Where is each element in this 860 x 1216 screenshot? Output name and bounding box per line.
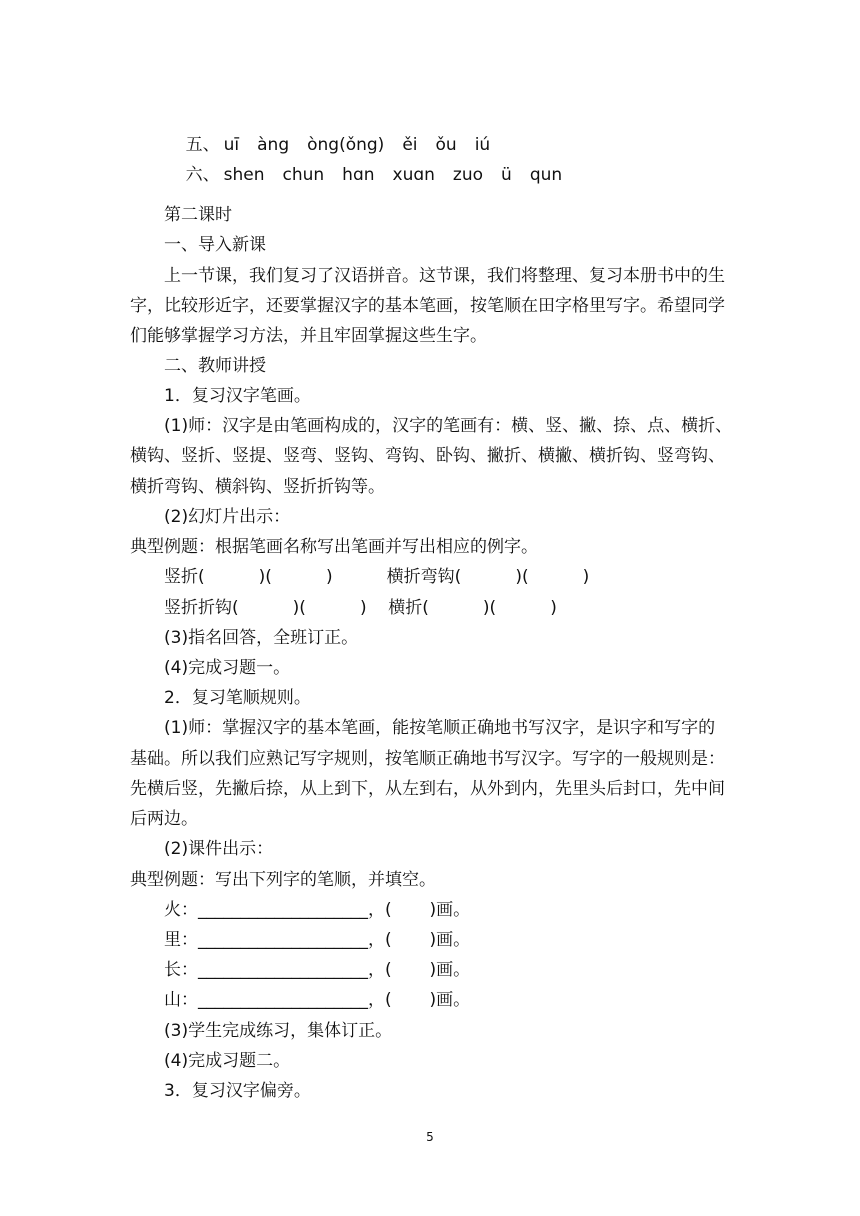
paragraph-line: 横钩、竖折、竖提、竖弯、竖钩、弯钩、卧钩、撇折、横撇、横折钩、竖弯钩、: [130, 446, 725, 466]
exercise-line: 竖折折钩( )( ) 横折( )( ): [164, 598, 557, 618]
paragraph-line: 典型例题：写出下列字的笔顺，并填空。: [130, 870, 436, 890]
section-heading: 一、导入新课: [164, 235, 266, 255]
pinyin-line-5: 五、 uī àng òng(ǒng) ěi ǒu iú: [185, 135, 491, 155]
paragraph-line: 字，比较形近字，还要掌握汉字的基本笔画，按笔顺在田字格里写字。希望同学: [130, 296, 725, 316]
paragraph-line: (3)学生完成练习，集体订正。: [164, 1021, 393, 1041]
fill-in-line: 火：____________________，( )画。: [164, 900, 471, 920]
exercise-line: 竖折( )( ) 横折弯钩( )( ): [164, 567, 590, 587]
paragraph-line: 上一节课，我们复习了汉语拼音。这节课，我们将整理、复习本册书中的生: [164, 266, 725, 286]
paragraph-line: 典型例题：根据笔画名称写出笔画并写出相应的例字。: [130, 537, 538, 557]
paragraph-line: 先横后竖，先撇后捺，从上到下，从左到右，从外到内，先里头后封口，先中间: [130, 779, 725, 799]
paragraph-line: (4)完成习题二。: [164, 1051, 291, 1071]
pinyin-line-6: 六、 shen chun hɑn xuɑn zuo ü qun: [185, 165, 563, 185]
fill-in-line: 长：____________________，( )画。: [164, 960, 471, 980]
paragraph-line: 基础。所以我们应熟记写字规则，按笔顺正确地书写汉字。写字的一般规则是：: [130, 749, 725, 769]
item-label: 五、: [185, 135, 220, 155]
paragraph-line: (1)师：掌握汉字的基本笔画，能按笔顺正确地书写汉字，是识字和写字的: [164, 718, 716, 738]
paragraph-line: (3)指名回答，全班订正。: [164, 628, 359, 648]
item-label: 六、: [185, 165, 220, 185]
paragraph-line: (1)师：汉字是由笔画构成的，汉字的笔画有：横、竖、撇、捺、点、横折、: [164, 416, 733, 436]
paragraph-line: (4)完成习题一。: [164, 658, 291, 678]
paragraph-line: (2)课件出示：: [164, 839, 274, 859]
fill-in-line: 里：____________________，( )画。: [164, 930, 471, 950]
paragraph-line: 后两边。: [130, 809, 198, 829]
section-heading: 二、教师讲授: [164, 356, 266, 376]
paragraph-line: 横折弯钩、横斜钩、竖折折钩等。: [130, 477, 385, 497]
page-number: 5: [426, 1130, 434, 1144]
paragraph-line: 们能够掌握学习方法，并且牢固掌握这些生字。: [130, 326, 487, 346]
lesson-title: 第二课时: [164, 205, 232, 225]
subsection-heading: 3．复习汉字偏旁。: [164, 1081, 311, 1101]
subsection-heading: 2．复习笔顺规则。: [164, 688, 311, 708]
subsection-heading: 1．复习汉字笔画。: [164, 386, 311, 406]
fill-in-line: 山：____________________，( )画。: [164, 990, 471, 1010]
paragraph-line: (2)幻灯片出示：: [164, 507, 291, 527]
